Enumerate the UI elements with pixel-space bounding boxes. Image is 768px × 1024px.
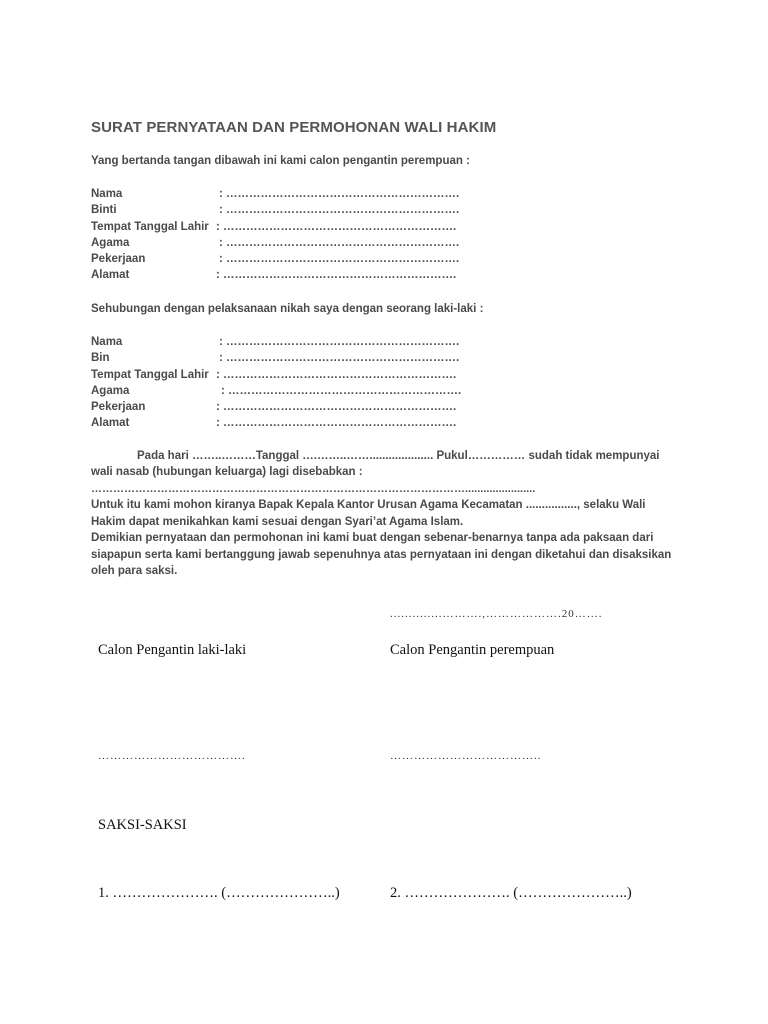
groom-field-alamat-value: : ……………………………………………………. bbox=[216, 417, 457, 429]
bride-signature-line: ……………………………….. bbox=[390, 750, 542, 762]
groom-signature-label: Calon Pengantin laki-laki bbox=[98, 642, 247, 658]
field-label: Pekerjaan bbox=[91, 401, 146, 413]
bride-field-alamat bbox=[91, 268, 129, 282]
relation-intro-text: Sehubungan dengan pelaksanaan nikah saya dengan seorang laki-laki : bbox=[91, 303, 484, 315]
field-label: Alamat bbox=[91, 417, 130, 429]
groom-field-pekerjaan-value: : ……………………………………………………. bbox=[216, 401, 457, 413]
statement-line-2: wali nasab (hubungan keluarga) lagi disebabkan : bbox=[91, 466, 363, 478]
witness-title: SAKSI-SAKSI bbox=[98, 817, 187, 833]
field-label: Tempat Tanggal Lahir bbox=[91, 369, 209, 381]
field-label: Nama bbox=[91, 188, 123, 200]
field-label: Agama bbox=[91, 385, 130, 397]
field-label: Binti bbox=[91, 204, 117, 216]
closing-paragraph: Demikian pernyataan dan permohonan ini kami buat dengan sebenar-benarnya tanpa ada paksaan dari siapapun serta kami bertanggung jawab sepenuhnya atas pernyataan ini dengan diketahui dan disaksikan oleh para saksi. bbox=[91, 532, 672, 577]
bride-field-agama-value: : ……………………………………………………. bbox=[219, 237, 460, 249]
statement-line-3: …………………………………………………………………………………………....................... bbox=[91, 483, 536, 495]
document-title: SURAT PERNYATAAN DAN PERMOHONAN WALI HAKIM bbox=[91, 119, 497, 136]
bride-field-alamat-value: : ……………………………………………………. bbox=[216, 269, 457, 281]
statement-line-1: Pada hari ……..………Tanggal ….……..…….................... Pukul…………… sudah tidak mempunyai bbox=[137, 450, 660, 462]
groom-field-bin bbox=[91, 351, 110, 365]
bride-field-binti bbox=[91, 203, 117, 217]
field-label: Bin bbox=[91, 352, 110, 364]
field-label: Pekerjaan bbox=[91, 253, 146, 265]
bride-field-pekerjaan-value: : ……………………………………………………. bbox=[219, 253, 460, 265]
intro-text: Yang bertanda tangan dibawah ini kami calon pengantin perempuan : bbox=[91, 155, 470, 167]
bride-field-nama-value: : ……………………………………………………. bbox=[219, 188, 460, 200]
bride-field-ttl-value: : ……………………………………………………. bbox=[216, 221, 457, 233]
place-date-line: ..............……….,……………….20……. bbox=[390, 608, 603, 620]
witness-2-line: 2. …………………. (…………………..) bbox=[390, 885, 632, 901]
bride-field-pekerjaan bbox=[91, 252, 145, 266]
groom-field-nama-value: : ……………………………………………………. bbox=[219, 336, 460, 348]
bride-field-nama bbox=[91, 187, 122, 201]
bride-field-agama bbox=[91, 236, 129, 250]
groom-field-ttl-value: : ……………………………………………………. bbox=[216, 369, 457, 381]
request-paragraph: Untuk itu kami mohon kiranya Bapak Kepala Kantor Urusan Agama Kecamatan ................, selaku Wali Hakim dapat menikahkan kami sesuai dengan Syari’at Agama Islam. bbox=[91, 499, 646, 528]
bride-field-ttl bbox=[91, 220, 209, 234]
witness-1-line: 1. …………………. (…………………..) bbox=[98, 885, 340, 901]
groom-signature-line: ………………………………. bbox=[98, 750, 246, 762]
groom-field-ttl bbox=[91, 368, 209, 382]
bride-signature-label: Calon Pengantin perempuan bbox=[390, 642, 555, 658]
groom-field-agama-value: : ……………………………………………………. bbox=[221, 385, 462, 397]
field-label: Nama bbox=[91, 336, 123, 348]
field-label: Tempat Tanggal Lahir bbox=[91, 221, 209, 233]
field-label: Agama bbox=[91, 237, 130, 249]
groom-field-pekerjaan bbox=[91, 400, 145, 414]
groom-field-agama bbox=[91, 384, 129, 398]
groom-field-alamat bbox=[91, 416, 129, 430]
groom-field-bin-value: : ……………………………………………………. bbox=[219, 352, 460, 364]
bride-field-binti-value: : ……………………………………………………. bbox=[219, 204, 460, 216]
groom-field-nama bbox=[91, 335, 122, 349]
field-label: Alamat bbox=[91, 269, 130, 281]
